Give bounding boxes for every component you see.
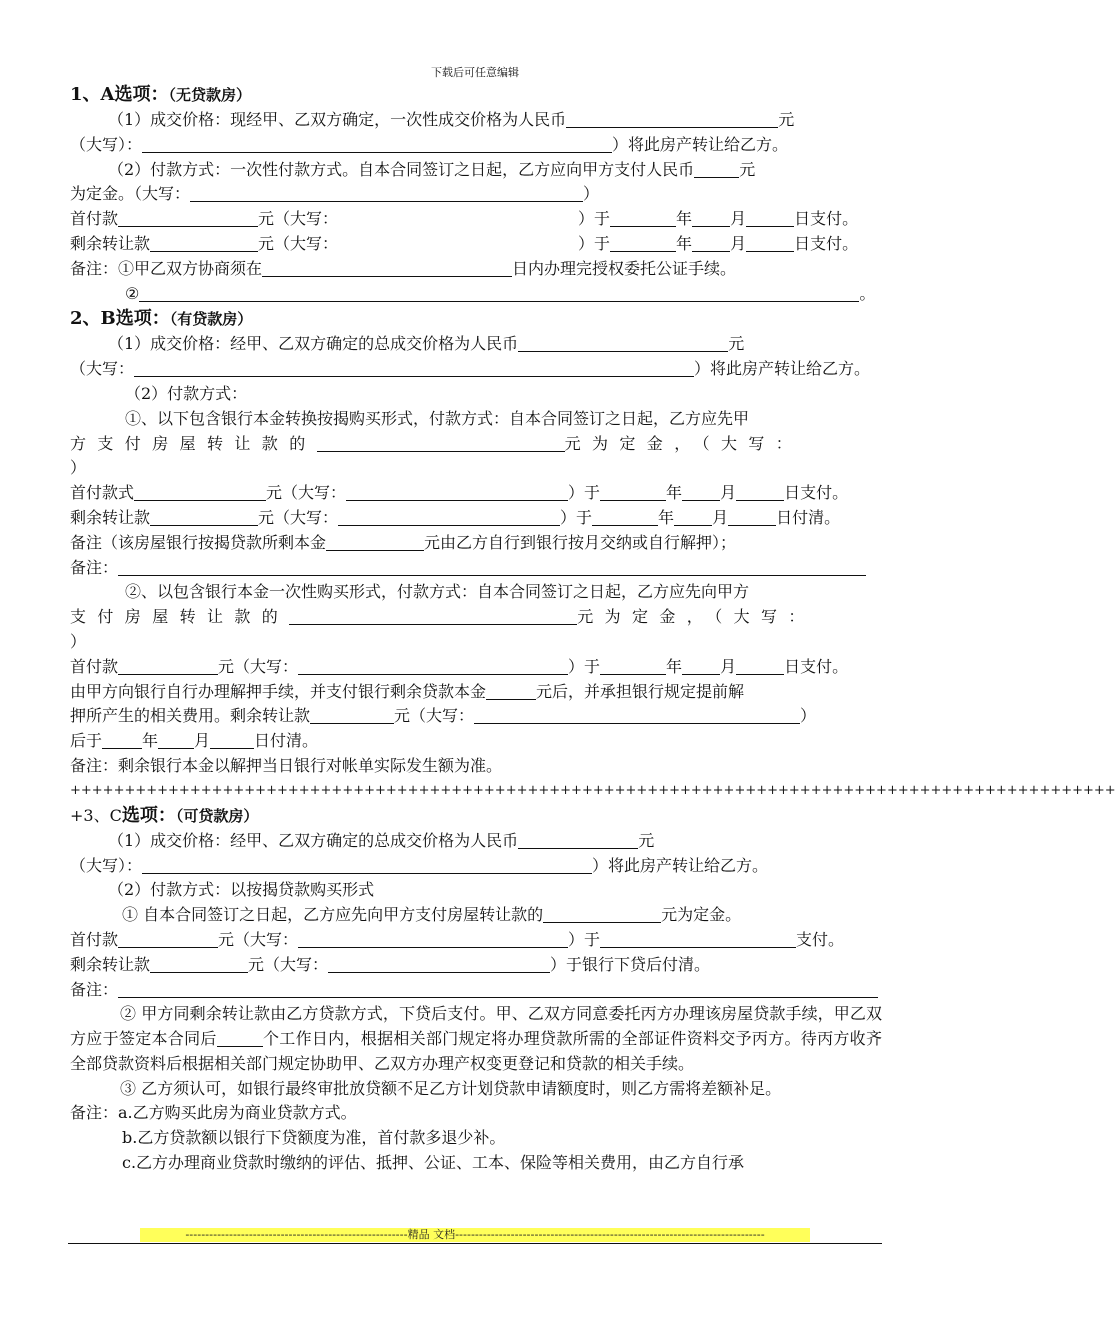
deposit-words-blank[interactable]: [190, 183, 583, 202]
day-blank[interactable]: [736, 482, 784, 501]
note-blank[interactable]: [118, 979, 878, 998]
day-blank[interactable]: [210, 730, 254, 749]
month-blank[interactable]: [158, 730, 194, 749]
day-blank[interactable]: [746, 233, 794, 252]
note-blank[interactable]: [118, 557, 866, 576]
footer-rule: [68, 1243, 882, 1244]
down-words-blank[interactable]: [298, 929, 568, 948]
remaining-words-blank[interactable]: [328, 954, 550, 973]
section-c-heading: +3、C选项：（可贷款房）: [70, 804, 259, 826]
month-blank[interactable]: [682, 656, 720, 675]
remaining-blank[interactable]: [150, 233, 258, 252]
deposit-blank[interactable]: [543, 904, 661, 923]
price-blank[interactable]: [518, 333, 728, 352]
day-blank[interactable]: [728, 507, 776, 526]
section-a-heading: 1、A选项：（无贷款房）: [70, 84, 252, 105]
note-blank[interactable]: [139, 283, 859, 302]
remaining-blank[interactable]: [150, 954, 248, 973]
price-blank[interactable]: [566, 109, 778, 128]
contract-body: 1、A选项：（无贷款房） （1）成交价格：现经甲、乙双方确定，一次性成交价格为人民币 元 （大写）： ）将此房产转让给乙方。 （2）付款方式：一次性付款方式。自本合同签订之日起，乙方应向甲方支付人民币 元 为定金。（大写： ） 首付款 元（大写： ）于 年 月 日支付。 剩余转让款 元（大写： ）于 年 月 日支付。 备注：①甲乙双方协商须在 日内办理完授权委托公证手续。 ② 。 2、B选项：（有贷款房） （1）成交价格：经甲、乙双方确定的总成交价格为人民币 元 （大写： ）将此房产转让给乙方。 （2）付款方式： ①、以下包含银行本金转换按揭购买形式，付款方式：自本合同签订之日起，乙方应先甲 方支付房屋转让款的 元为定金，（大写： ） 首付款式 元（大写： ）于 年 月 日支付。 剩余转让款 元（大写： ）于 年 月 日付清。 备注（该房屋银行按揭贷款所剩本金 元由乙方自行到银行按月交纳或自行解押）； 备注： ②、以包含银行本金一次性购买形式，付款方式：自本合同签订之日起，乙方应先向甲方 支付房屋转让款的 元为定金，（大写： ） 首付款 元（大写： ）于 年 月 日支付。 由甲方向银行自行办理解押手续，并支付银行剩余贷款本金 元后，并承担银行规定提前解 押所产生的相关费用。剩余转让款 元（大写： ） 后于 年 月 日付清。 备注：剩余银行本金以解押当日银行对帐单实际发生额为准。 ++++++++++++++++++++++++++++++++++++++++++++++++++++++++++++++++++++++++++++++++++++++++++++++++ +3、C选项：（可贷款房） （1）成交价格：经甲、乙双方确定的总成交价格为人民币 元 （大写）： ）将此房产转让给乙方。 （2）付款方式：以按揭贷款购买形式 ① 自本合同签订之日起，乙方应先向甲方支付房屋转让款的 元为定金。 首付款 元（大写： ）于 支付。 剩余转让款 元（大写： ）于银行下贷后付清。 备注： ② 甲方同剩余转让款由乙方贷款方式，下贷后支付。甲、乙双方同意委托丙方办理该房屋贷款手续，甲乙双方应于签定本合同后 个工作日内，根据相关部门规定将办理贷款所需的全部证件资料交予丙方。待丙方收齐全部贷款资料后根据相关部门规定协助甲、乙双方办理产权变更登记和贷款的相关手续。 ③ 乙方须认可，如银行最终审批放贷额不足乙方计划贷款申请额度时，则乙方需将差额补足。 备注：a.乙方购买此房为商业贷款方式。 b.乙方贷款额以银行下贷额度为准，首付款多退少补。 c.乙方办理商业贷款时缴纳的评估、抵押、公证、工本、保险等相关费用，由乙方自行承: [70, 84, 1116, 1173]
down-words-blank[interactable]: [346, 482, 568, 501]
loan-principal-blank[interactable]: [486, 681, 536, 700]
remaining-words-blank[interactable]: [474, 705, 800, 724]
year-blank[interactable]: [600, 482, 666, 501]
day-blank[interactable]: [736, 656, 784, 675]
year-blank[interactable]: [600, 656, 666, 675]
deposit-blank[interactable]: [317, 433, 565, 452]
month-blank[interactable]: [692, 208, 730, 227]
down-payment-blank[interactable]: [118, 656, 218, 675]
section-b-heading: 2、B选项：（有贷款房）: [70, 308, 253, 330]
remaining-blank[interactable]: [310, 705, 394, 724]
workdays-blank[interactable]: [217, 1028, 263, 1047]
month-blank[interactable]: [674, 507, 712, 526]
day-blank[interactable]: [746, 208, 794, 227]
page-header: 下载后可任意编辑: [431, 66, 519, 79]
down-words-blank[interactable]: [298, 656, 568, 675]
price-words-blank[interactable]: [134, 358, 694, 377]
price-words-blank[interactable]: [142, 134, 612, 153]
notarize-days-blank[interactable]: [262, 258, 512, 277]
year-blank[interactable]: [610, 233, 676, 252]
month-blank[interactable]: [692, 233, 730, 252]
year-blank[interactable]: [592, 507, 658, 526]
month-blank[interactable]: [682, 482, 720, 501]
price-words-blank[interactable]: [142, 855, 592, 874]
down-payment-blank[interactable]: [118, 929, 218, 948]
mortgage-principal-blank[interactable]: [326, 532, 424, 551]
deposit-blank[interactable]: [289, 606, 577, 625]
down-time-blank[interactable]: [600, 929, 796, 948]
year-blank[interactable]: [610, 208, 676, 227]
remaining-words-blank[interactable]: [338, 507, 560, 526]
down-payment-blank[interactable]: [118, 208, 258, 227]
down-payment-blank[interactable]: [134, 482, 266, 501]
deposit-blank[interactable]: [694, 159, 739, 178]
separator: ++++++++++++++++++++++++++++++++++++++++++++++++++++++++++++++++++++++++++++++++++++++++++++++++: [70, 782, 1116, 798]
year-blank[interactable]: [102, 730, 142, 749]
remaining-blank[interactable]: [150, 507, 258, 526]
price-blank[interactable]: [518, 830, 638, 849]
page-footer: --------------------------------------------------------精品 文档------------------------------------------------------------------------------: [140, 1228, 810, 1242]
